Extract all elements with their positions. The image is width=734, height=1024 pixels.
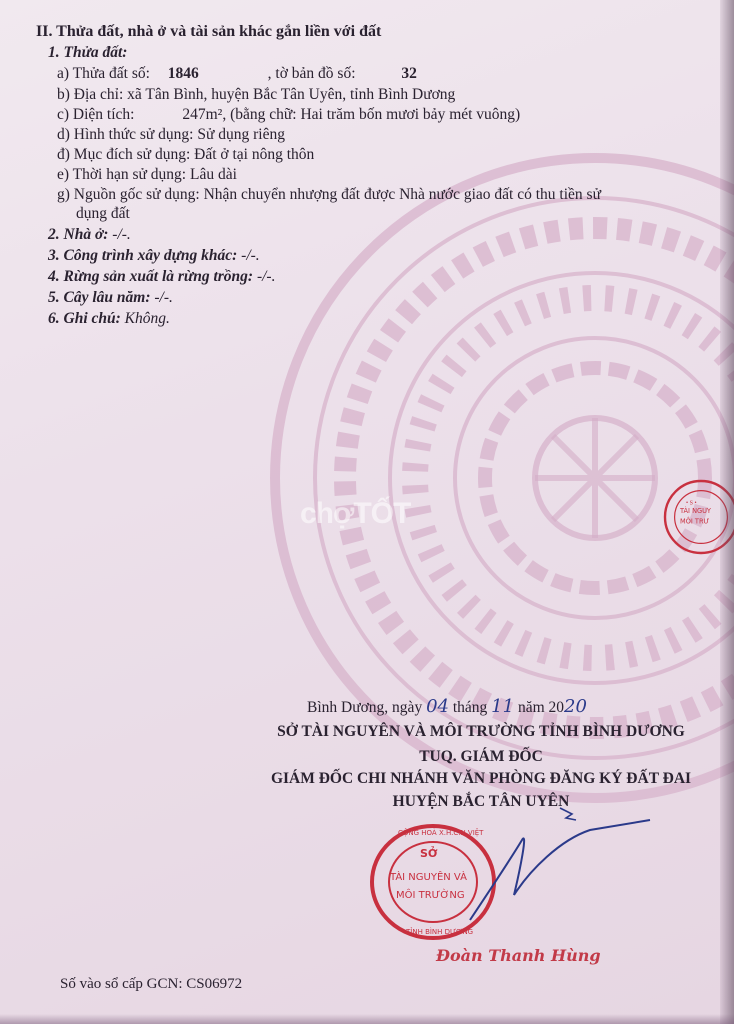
svg-text:• S •: • S • [686,500,697,507]
parcel-row [57,64,417,83]
item-value: -/-. [237,247,260,264]
map-label: , tờ bản đồ số: [267,65,356,82]
item-label: 5. Cây lâu năm: [48,289,151,306]
svg-text:MÔI TRƯỜNG: MÔI TRƯỜNG [396,890,465,901]
section-title: II. Thửa đất, nhà ở và tài sản khác gắn liền với đất [36,23,382,40]
usage-term-line: e) Thời hạn sử dụng: Lâu dài [57,166,237,183]
area-row [57,105,520,124]
svg-text:TÀI NGUY: TÀI NGUY [680,506,711,515]
address-line: b) Địa chỉ: xã Tân Bình, huyện Bắc Tân Uyên, tỉnh Bình Dương [57,86,456,103]
item-label: 2. Nhà ở: [48,226,109,243]
parcel-number: 1846 [167,65,199,82]
origin-line-1: g) Nguồn gốc sử dụng: Nhận chuyển nhượng đất được Nhà nước giao đất có thu tiền sử [57,186,601,203]
origin-line-2: dụng đất [76,205,130,222]
gcn-number: CS06972 [186,976,243,992]
authority-line-4: HUYỆN BẮC TÂN UYÊN [392,793,570,810]
area-value: 247m², (bằng chữ: Hai trăm bốn mươi bảy mét vuông) [182,106,521,123]
date-month: 11 [491,696,515,717]
item-construction [48,246,260,265]
issue-date [307,697,587,717]
parcel-label: a) Thửa đất số: [57,65,150,82]
page-edge-right [720,0,734,1024]
svg-text:TỈNH BÌNH DƯƠNG: TỈNH BÌNH DƯƠNG [406,928,474,936]
usage-purpose-line: đ) Mục đích sử dụng: Đất ở tại nông thôn [57,146,315,163]
area-label: c) Diện tích: [57,106,135,123]
item-value: Không. [120,310,170,327]
date-year-suffix: 20 [564,696,587,717]
svg-text:CỘNG HOÀ X.H.C.N VIỆT: CỘNG HOÀ X.H.C.N VIỆT [398,829,484,837]
item-forest [48,267,275,286]
page-edge-bottom [0,1014,734,1024]
watermark-logo: chợTỐT [300,497,411,530]
authority-line-2: TUQ. GIÁM ĐỐC [419,748,543,765]
handwritten-signature [450,800,670,950]
item-value: -/-. [253,268,276,285]
map-number: 32 [401,65,417,82]
gcn-label: Số vào sổ cấp GCN: [60,976,187,992]
item-perennial [48,288,173,307]
svg-text:MÔI TRƯ: MÔI TRƯ [680,517,710,526]
item-value: -/-. [150,289,173,306]
date-year-label: năm 20 [514,699,565,716]
usage-form-line: d) Hình thức sử dụng: Sử dụng riêng [57,126,285,143]
date-day: 04 [426,696,449,717]
authority-line-1: SỞ TÀI NGUYÊN VÀ MÔI TRƯỜNG TỈNH BÌNH DƯƠNG [277,723,685,740]
gcn-registry [60,975,242,994]
signer-name: Đoàn Thanh Hùng [436,946,601,965]
item-label: 6. Ghi chú: [48,310,121,327]
date-month-label: tháng [448,699,492,716]
item-label: 3. Công trình xây dựng khác: [48,247,238,264]
land-heading: 1. Thửa đất: [48,44,128,61]
item-label: 4. Rừng sản xuất là rừng trồng: [48,268,254,285]
item-house [48,225,131,244]
item-value: -/-. [108,226,131,243]
authority-line-3: GIÁM ĐỐC CHI NHÁNH VĂN PHÒNG ĐĂNG KÝ ĐẤT ĐAI [270,770,692,787]
svg-text:SỞ: SỞ [420,847,438,860]
svg-text:TÀI NGUYÊN VÀ: TÀI NGUYÊN VÀ [390,872,467,883]
date-prefix: Bình Dương, ngày [307,699,427,716]
item-note [48,309,170,328]
